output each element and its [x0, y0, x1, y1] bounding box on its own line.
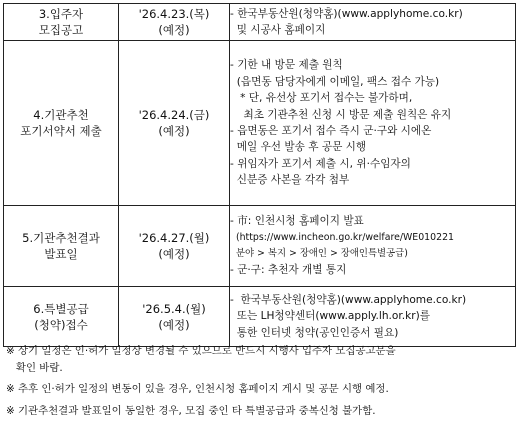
step-cell — [4, 206, 119, 287]
description-line: (https://www.incheon.go.kr/welfare/WE010221 — [230, 231, 454, 243]
note-item: ※ 추후 인·허가 일정의 변동이 있을 경우, 인천시청 홈페이지 게시 및 공문 시행 예정. — [6, 383, 389, 395]
date-text: '26.4.23.(목) (예정) — [138, 7, 210, 37]
table-row — [4, 41, 516, 206]
date-text: '26.5.4.(월) (예정) — [142, 301, 206, 332]
description-line: - 군·구: 추천자 개별 통지 — [230, 264, 347, 277]
description-text: - 기한 내 방문 제출 원칙 (읍면동 담당자에게 이메일, 팩스 접수 가능) * 단, 유선상 포기서 접수는 불가하며, 최초 기관추천 신청 시 방문 제출 원칙은 유지 - 읍면동은 포기서 접수 즉시 군·구와 시에온 메일 우선 발송 후 공문 시행 - 위임자가 포기서 제출 시, 위·수임자의 신분증 사본을 각각 첨부 — [230, 59, 452, 187]
step-cell — [4, 287, 119, 347]
note-item: ※ 상기 일정은 인·허가 일정상 변경될 수 있으므로 반드시 시행사 입주자 모집공고문을 확인 바람. — [6, 345, 396, 374]
step-cell — [4, 4, 119, 41]
step-text: 6.특별공급 (청약)접수 — [33, 301, 89, 332]
table-row — [4, 4, 516, 41]
date-cell — [119, 206, 230, 287]
schedule-table — [3, 3, 516, 347]
table-row — [4, 287, 516, 347]
step-text: 5.기관추천결과 발표일 — [22, 231, 100, 261]
description-cell — [230, 41, 516, 206]
date-cell — [119, 41, 230, 206]
date-text: '26.4.24.(금) (예정) — [138, 108, 210, 138]
notes-section — [6, 343, 516, 424]
table-row — [4, 206, 516, 287]
description-cell — [230, 206, 516, 287]
description-text: - 한국부동산원(청약홈)(www.applyhome.co.kr) 또는 LH청약센터(www.apply.lh.or.kr)를 통한 인터넷 청약(공인인증서 필요) — [230, 293, 467, 339]
date-cell — [119, 4, 230, 41]
description-line: 분야 > 복지 > 장애인 > 장애인특별공급) — [230, 248, 408, 259]
description-line: - 市: 인천시청 홈페이지 발표 — [230, 215, 364, 228]
description-text: - 한국부동산원(청약홈)(www.applyhome.co.kr) 및 시공사 홈페이지 — [230, 7, 463, 36]
step-text: 3.입주자 모집공고 — [38, 7, 84, 37]
date-cell — [119, 287, 230, 347]
step-text: 4.기관추천 포기서약서 제출 — [20, 108, 102, 138]
step-cell — [4, 41, 119, 206]
date-text: '26.4.27.(월) (예정) — [138, 231, 210, 261]
description-cell — [230, 4, 516, 41]
description-cell — [230, 287, 516, 347]
note-item: ※ 기관추천결과 발표일이 동일한 경우, 모집 중인 타 특별공급과 중복신청 불가함. — [6, 404, 376, 417]
